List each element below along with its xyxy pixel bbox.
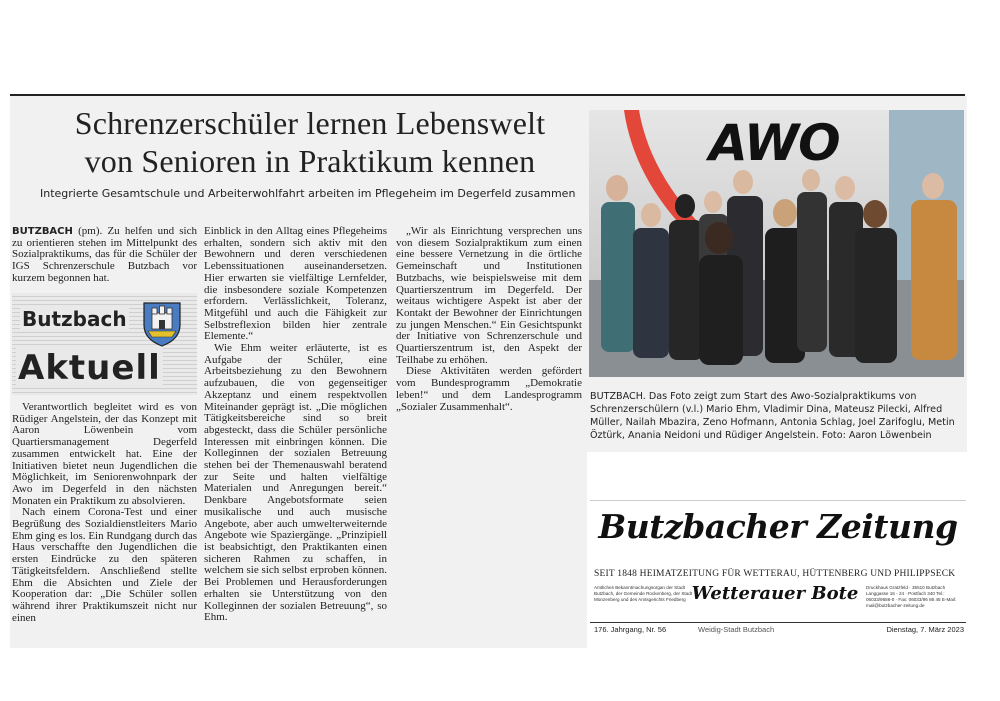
- masthead-subtitle: SEIT 1848 HEIMATZEITUNG FÜR WETTERAU, HÜTTENBERG UND PHILIPPSECK: [594, 569, 956, 579]
- col2-paragraph-1: Einblick in den Alltag eines Pflegeheims erhalten, sondern sich aktiv mit den Bewohnern und deren verschiedenen Lebenssituationen auseinandersetzen. Hier erwarten sie vielfältige Lernfelder, die insbesondere soziale Kompetenzen erfordern. Verlässlichkeit, Toleranz, Mitgefühl und auch die Fähigkeit zur Selbstreflexion bilden hier zentrale Elemente.“: [204, 225, 387, 343]
- issue-number: 176. Jahrgang, Nr. 56: [594, 625, 667, 634]
- column-2: [204, 226, 387, 624]
- column-1-intro: [12, 226, 197, 285]
- masthead-footer: [594, 625, 964, 634]
- headline-line-1: Schrenzerschüler lernen Lebenswelt: [74, 105, 546, 141]
- headline-line-2: von Senioren in Praktikum kennen: [84, 143, 536, 179]
- col1-paragraph-2: Nach einem Corona-Test und einer Begrüßung des Sozialdienstleiters Mario Ehm ging es los. Ein Rundgang durch das Haus verschaffte den Jugendlichen die ersten Eindrücke zu den späteren Tätigkeitsfeldern. Anschließend stellte Ehm die Absichten und Ziele der Kooperation dar: „Die Schüler sollen während ihrer Praktikumszeit nicht nur einen: [12, 506, 197, 624]
- photo-caption: BUTZBACH. Das Foto zeigt zum Start des Awo-Sozialpraktikums von Schrenzerschülern (v.l.) Mario Ehm, Vladimir Dina, Mateusz Pilecki, Alfred Müller, Nailah Mbazira, Zeno Hofmann, Antonia Schlag, Joel Zarifoglu, Metin Öztürk, Anania Neidoni und Rüdiger Angelstein. Foto: Aaron Löwenbein: [590, 391, 955, 441]
- issue-date: Dienstag, 7. März 2023: [886, 625, 964, 634]
- top-rule: [10, 94, 965, 96]
- butzbach-crest-icon: [142, 299, 182, 347]
- dateline: BUTZBACH: [12, 226, 73, 237]
- col2-paragraph-2: Wie Ehm weiter erläuterte, ist es Aufgabe der Schüler, eine Arbeitsbeziehung zu den Bewohnern aufzubauen, die von gegenseitiger Akzeptanz und einem respektvollen Miteinander geprägt ist. „Die möglichen Tätigkeitsbereiche sind so breit abgesteckt, dass die Schüler persönliche Interessen mit einbringen können. Die Kolleginnen der sozialen Betreuung stehen bei der Themenauswahl beratend zur Seite und halten vielfältige Materialen und Anregungen bereit.“ Denkbare Angebotsformate seien musikalische und auch musische Angebote, aber auch umwelterweiternde Angebote wie Spaziergänge. „Prinzipiell ist beabsichtigt, den Praktikanten einen sicheren Rahmen zu schaffen, in welchem sie sich selbst erproben können. Bei Problemen und Herausforderungen erhalten sie Unterstützung von den Kolleginnen der sozialen Betreuung“, so Ehm.: [204, 342, 387, 624]
- intro-text: (pm). Zu helfen und sich zu orientieren stehen im Mittelpunkt des Sozialpraktikums, das für die Schüler der IGS Schrenzerschule Butzbach vor kurzem begonnen hat.: [12, 225, 197, 284]
- masthead-rule: [590, 622, 966, 623]
- column-3: [396, 226, 582, 413]
- masthead-official-note: Amtliches Bekanntmachungsorgan der Stadt Butzbach, der Gemeinde Rockenberg, der Stadt Münzenberg und des Amtsgerichts Friedberg: [594, 585, 693, 602]
- imprint-label: Weidig-Stadt Butzbach: [698, 625, 775, 634]
- rubric-top-label: Butzbach: [22, 307, 127, 331]
- group-photo: [589, 110, 964, 377]
- col1-paragraph-1: Verantwortlich begleitet wird es von Rüdiger Angelstein, der das Konzept mit Aaron Löwenbein vom Quartiersmanagement Degerfeld zusammen entwickelt hat. Eine der Initiativen bietet neun Jugendlichen die Möglichkeit, im Seniorenwohnpark der Awo im Degerfeld in den nächsten Monaten ein Praktikum zu absolvieren.: [12, 401, 197, 507]
- awo-sign: AWO: [709, 114, 840, 172]
- column-1-body: [12, 402, 197, 624]
- rubric-bottom-label: Aktuell: [18, 348, 161, 388]
- article-subhead: Integrierte Gesamtschule und Arbeiterwohlfahrt arbeiten im Pflegeheim im Degerfeld zusammen: [40, 187, 576, 200]
- masthead-title: Butzbacher Zeitung: [598, 507, 958, 546]
- masthead-contact: Druckhaus Gratzfeld · 35510 Butzbach Langgasse 16 - 24 · Postfach 340 Tel.: 06033/9686-0 · Fax: 06033/96 86 45 E-Mail: mail@butzbacher-zeitung.de: [866, 585, 957, 608]
- col3-paragraph-2: Diese Aktivitäten werden gefördert vom Bundesprogramm „Demokratie leben!“ und dem Landesprogramm „Sozialer Zusammenhalt“.: [396, 365, 582, 413]
- article-headline: [30, 104, 590, 180]
- rubric-logo: [12, 293, 197, 395]
- col3-paragraph-1: „Wir als Einrichtung versprechen uns von diesem Sozialpraktikum zum einen eine bessere Vernetzung in die örtliche Gemeinschaft und Institutionen Butzbachs, wie beispielsweise mit dem Quartierszentrum im Degerfeld. Der weitaus wichtigere Aspekt ist aber der Kontakt der Bewohner der Einrichtungen zu jungen Menschen.“ Ein Gesichtspunkt der Initiative von Schrenzerschule und Quartierszentrum ist, den Aspekt der Teilhabe zu erhöhen.: [396, 225, 582, 366]
- newspaper-masthead: [590, 500, 966, 640]
- masthead-second-title: Wetterauer Bote: [691, 583, 859, 604]
